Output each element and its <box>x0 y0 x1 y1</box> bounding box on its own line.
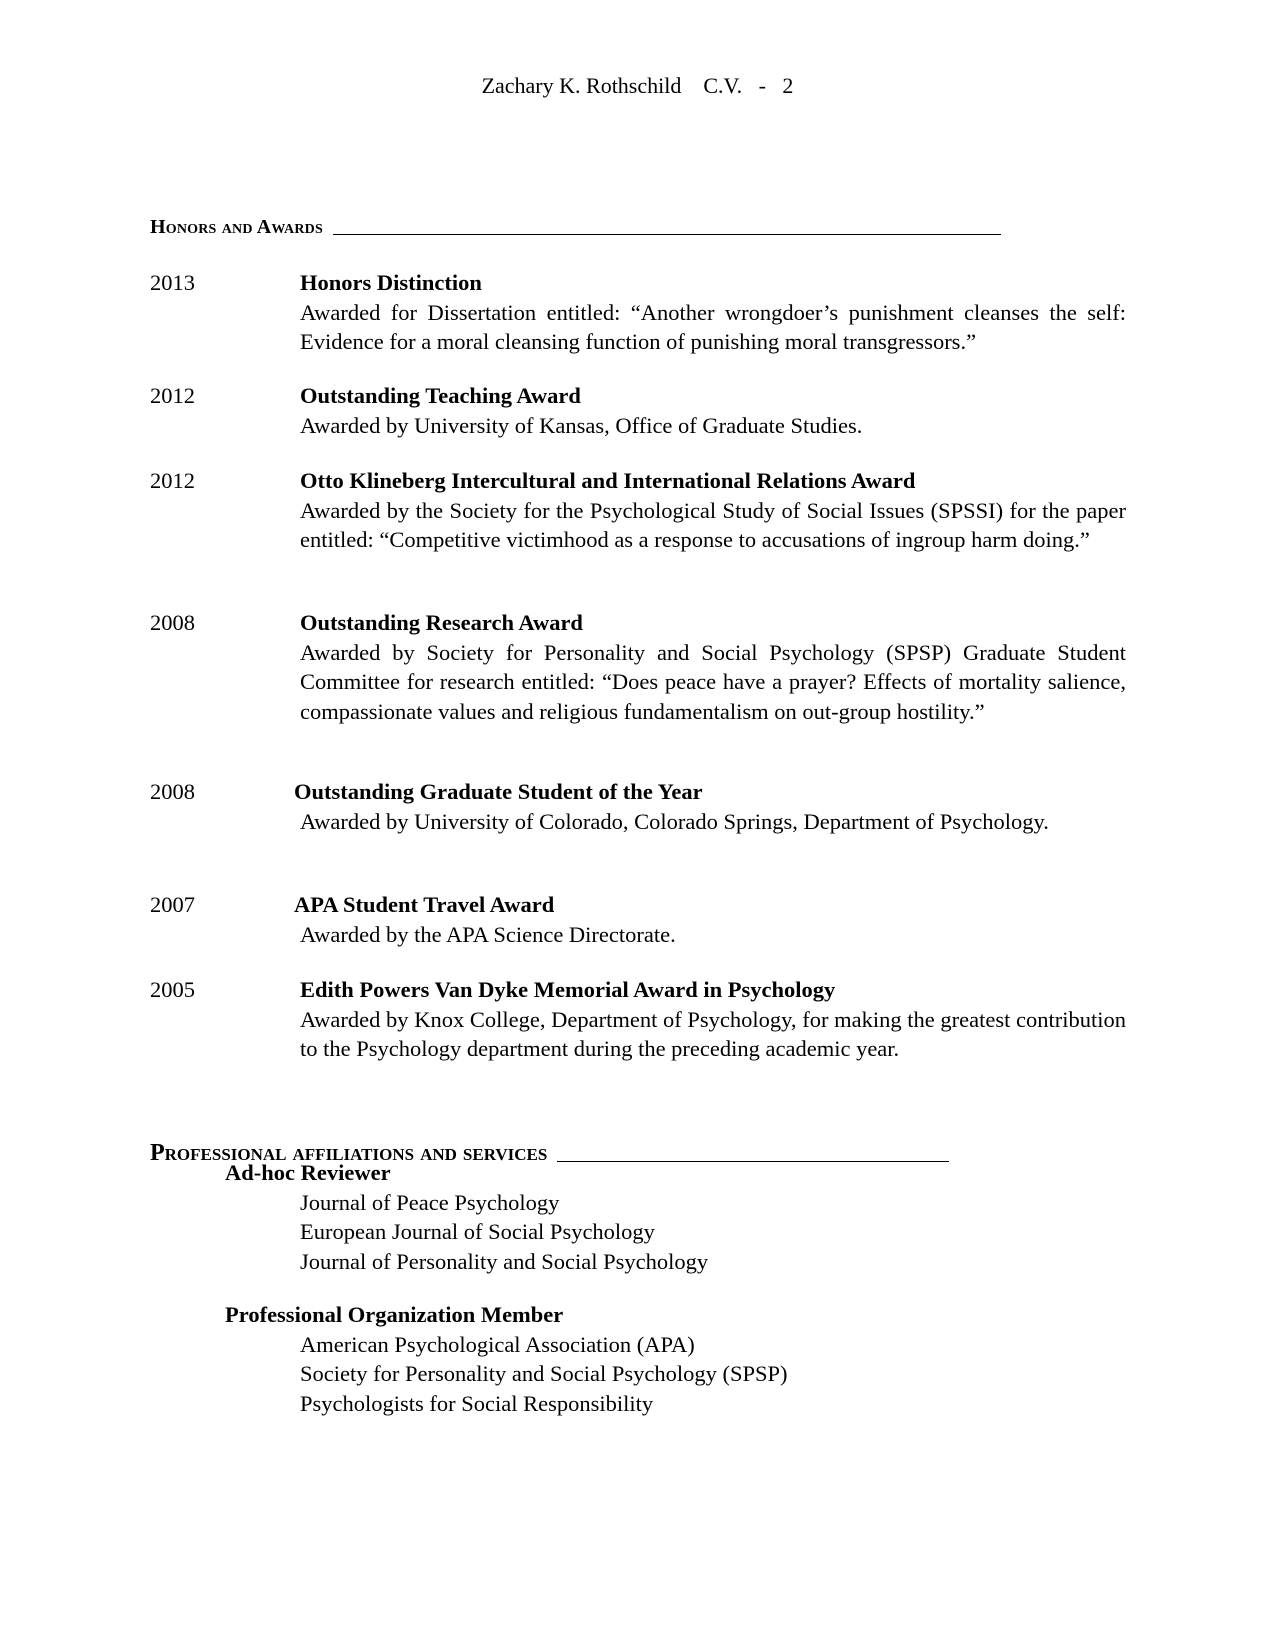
list-item: Journal of Personality and Social Psychology <box>300 1248 709 1274</box>
award-year: 2008 <box>150 610 195 635</box>
award-description: Awarded for Dissertation entitled: “Another wrongdoer’s punishment cleanses the self: Evidence for a moral cleansing function of punishing moral transgressors.” <box>300 299 1126 354</box>
award-year: 2012 <box>150 383 195 408</box>
professional-affiliations-heading-text: Professional affiliations and services <box>150 1140 548 1166</box>
ad-hoc-reviewer-section <box>225 1158 708 1276</box>
award-year: 2007 <box>150 892 195 917</box>
award-year: 2012 <box>150 468 195 493</box>
award-description: Awarded by the APA Science Directorate. <box>300 921 676 947</box>
list-item: Society for Personality and Social Psychology (SPSP) <box>300 1361 788 1386</box>
award-year: 2013 <box>150 270 195 295</box>
page-header: Zachary K. Rothschild C.V. - 2 <box>481 73 794 98</box>
ad-hoc-reviewer-title: Ad-hoc Reviewer <box>225 1160 391 1185</box>
list-item: European Journal of Social Psychology <box>300 1219 655 1244</box>
list-item: Journal of Peace Psychology <box>300 1189 560 1215</box>
heading-underline-rule <box>333 233 1001 235</box>
award-title: Otto Klineberg Intercultural and International Relations Award <box>300 468 916 493</box>
award-year: 2008 <box>150 779 195 804</box>
organization-list <box>225 1330 788 1419</box>
award-title: Edith Powers Van Dyke Memorial Award in Psychology <box>300 977 836 1002</box>
list-item: Psychologists for Social Responsibility <box>300 1390 654 1416</box>
award-description: Awarded by Knox College, Department of Psychology, for making the greatest contribution to the Psychology department during the preceding academic year. <box>300 1006 1126 1061</box>
organization-member-title: Professional Organization Member <box>225 1302 564 1327</box>
award-title: Honors Distinction <box>300 270 482 295</box>
award-description: Awarded by Society for Personality and Social Psychology (SPSP) Graduate Student Committee for research entitled: “Does peace have a prayer? Effects of mortality salience, compassionate values and religious fundamentalism on out-group hostility.” <box>300 639 1126 724</box>
award-title: APA Student Travel Award <box>294 892 555 917</box>
award-description: Awarded by the Society for the Psychological Study of Social Issues (SPSSI) for the paper entitled: “Competitive victimhood as a response to accusations of ingroup harm doing.” <box>300 497 1126 552</box>
honors-awards-heading-text: Honors and Awards <box>150 216 323 238</box>
reviewer-journal-list <box>225 1188 708 1277</box>
award-title: Outstanding Research Award <box>300 610 583 635</box>
honors-awards-heading <box>150 216 1001 239</box>
award-description: Awarded by University of Kansas, Office of Graduate Studies. <box>300 412 863 438</box>
award-description: Awarded by University of Colorado, Colorado Springs, Department of Psychology. <box>300 808 1049 834</box>
list-item: American Psychological Association (APA) <box>300 1331 695 1357</box>
award-title: Outstanding Teaching Award <box>300 383 581 408</box>
award-title: Outstanding Graduate Student of the Year <box>294 779 703 804</box>
award-year: 2005 <box>150 977 195 1002</box>
organization-member-section <box>225 1300 788 1418</box>
